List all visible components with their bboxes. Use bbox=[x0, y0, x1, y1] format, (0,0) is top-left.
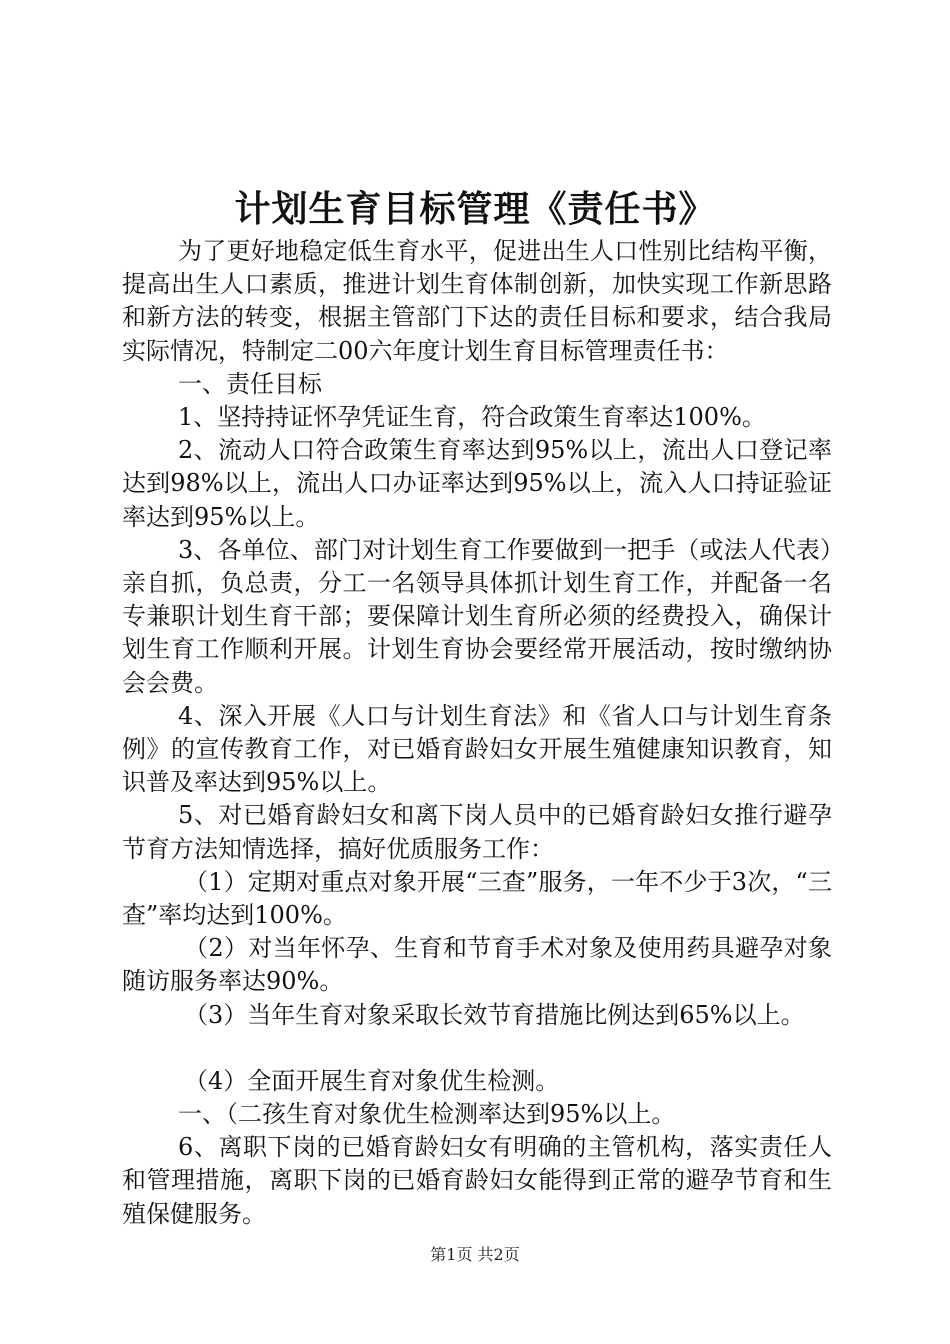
sub-item-note: 一、（二孩生育对象优生检测率达到95%以上。 bbox=[178, 1100, 676, 1129]
section-heading: 一、责任目标 bbox=[178, 369, 322, 398]
sub-item-2: （2）对当年怀孕、生育和节育手术对象及使用药具避孕对象随访服务率达90%。 bbox=[122, 934, 832, 996]
goal-item-5: 5、对已婚育龄妇女和离下岗人员中的已婚育龄妇女推行避孕节育方法知情选择，搞好优质服务工作： bbox=[122, 801, 832, 863]
goal-item-1: 1、坚持持证怀孕凭证生育，符合政策生育率达100%。 bbox=[178, 403, 766, 432]
document-title: 计划生育目标管理《责任书》 bbox=[234, 189, 716, 230]
goal-item-2: 2、流动人口符合政策生育率达到95%以上，流出人口登记率达到98%以上，流出人口办证率达到95%以上，流入人口持证验证率达到95%以上。 bbox=[122, 436, 832, 531]
page-number: 第1页 共2页 bbox=[430, 1245, 520, 1264]
spacer bbox=[122, 1032, 832, 1065]
goal-item-6: 6、离职下岗的已婚育龄妇女有明确的主管机构，落实责任人和管理措施，离职下岗的已婚育龄妇女能得到正常的避孕节育和生殖保健服务。 bbox=[122, 1133, 832, 1228]
sub-item-1: （1）定期对重点对象开展“三查”服务，一年不少于3次，“三查”率均达到100%。 bbox=[122, 867, 832, 930]
goal-item-3: 3、各单位、部门对计划生育工作要做到一把手（或法人代表）亲自抓，负总责，分工一名领导具体抓计划生育工作，并配备一名专兼职计划生育干部；要保障计划生育所必须的经费投入，确保计划生育工作顺利开展。计划生育协会要经常开展活动，按时缴纳协会会费。 bbox=[122, 535, 832, 697]
intro-paragraph: 为了更好地稳定低生育水平，促进出生人口性别比结构平衡，提高出生人口素质，推进计划生育体制创新，加快实现工作新思路和新方法的转变，根据主管部门下达的责任目标和要求，结合我局实际情况，特制定二00六年度计划生育目标管理责任书： bbox=[122, 237, 832, 365]
goal-item-4: 4、深入开展《人口与计划生育法》和《省人口与计划生育条例》的宣传教育工作，对已婚育龄妇女开展生殖健康知识教育，知识普及率达到95%以上。 bbox=[122, 701, 832, 797]
sub-item-4: （4）全面开展生育对象优生检测。 bbox=[184, 1066, 560, 1095]
document-body bbox=[122, 235, 832, 1231]
sub-item-3: （3）当年生育对象采取长效节育措施比例达到65%以上。 bbox=[184, 1000, 805, 1029]
